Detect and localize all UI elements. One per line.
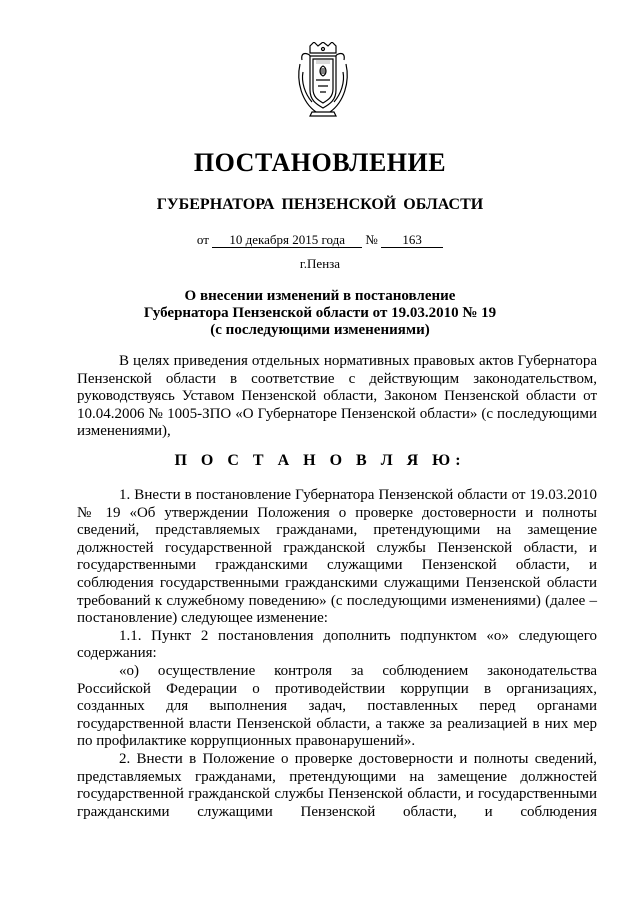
number-prefix: № bbox=[365, 232, 378, 247]
document-subject bbox=[0, 288, 640, 339]
paragraph: 1. Внести в постановление Губернатора Пензенской области от 19.03.2010 № 19 «Об утверждении Положения о проверке достоверности и полноты сведений, представляемых гражданами, претендующими на замещение должностей государственной гражданской службы Пензенской области, и государственными гражданскими служащими Пензенской области, и соблюдения государственными гражданскими служащими Пензенской области требований к служебному поведению» (с последующими изменениями) (далее – постановление) следующее изменение: bbox=[77, 487, 597, 627]
document-issuer: ГУБЕРНАТОРА ПЕНЗЕНСКОЙ ОБЛАСТИ bbox=[156, 196, 484, 213]
document-number: 163 bbox=[381, 233, 443, 248]
document-title: ПОСТАНОВЛЕНИЕ bbox=[193, 148, 447, 177]
paragraph: 1.1. Пункт 2 постановления дополнить подпунктом «о» следующего содержания: bbox=[77, 627, 597, 662]
date-number-line bbox=[0, 232, 640, 248]
subject-line: (с последующими изменениями) bbox=[210, 322, 430, 338]
coat-of-arms-emblem bbox=[296, 42, 350, 118]
subject-line: Губернатора Пензенской области от 19.03.2010 № 19 bbox=[143, 305, 497, 321]
document-date: 10 декабря 2015 года bbox=[212, 233, 362, 248]
preamble-text: В целях приведения отдельных нормативных правовых актов Губернатора Пензенской области в соответствие с действующим законодательством, руководствуясь Уставом Пензенской области, Законом Пензенской области от 10.04.2006 № 1005-ЗПО «О Губернаторе Пензенской области» (с последующими изменениями), bbox=[77, 353, 597, 440]
date-prefix: от bbox=[196, 232, 209, 247]
preamble bbox=[77, 353, 597, 441]
paragraph: 2. Внести в Положение о проверке достоверности и полноты сведений, представляемых гражданами, претендующими на замещение должностей государственной гражданской службы Пензенской области, и государственными гражданскими служащими Пензенской области, и соблюдения bbox=[77, 750, 597, 820]
document-city: г.Пенза bbox=[299, 256, 341, 271]
decree-body bbox=[77, 487, 597, 821]
decree-word: П О С Т А Н О В Л Я Ю: bbox=[174, 452, 466, 469]
subject-line: О внесении изменений в постановление bbox=[184, 288, 456, 304]
paragraph: «о) осуществление контроля за соблюдением законодательства Российской Федерации о противодействии коррупции в организациях, созданных для выполнения задач, поставленных перед органами государственной власти Пензенской области, а также за реализацией в них мер по профилактике коррупционных правонарушений». bbox=[77, 662, 597, 750]
